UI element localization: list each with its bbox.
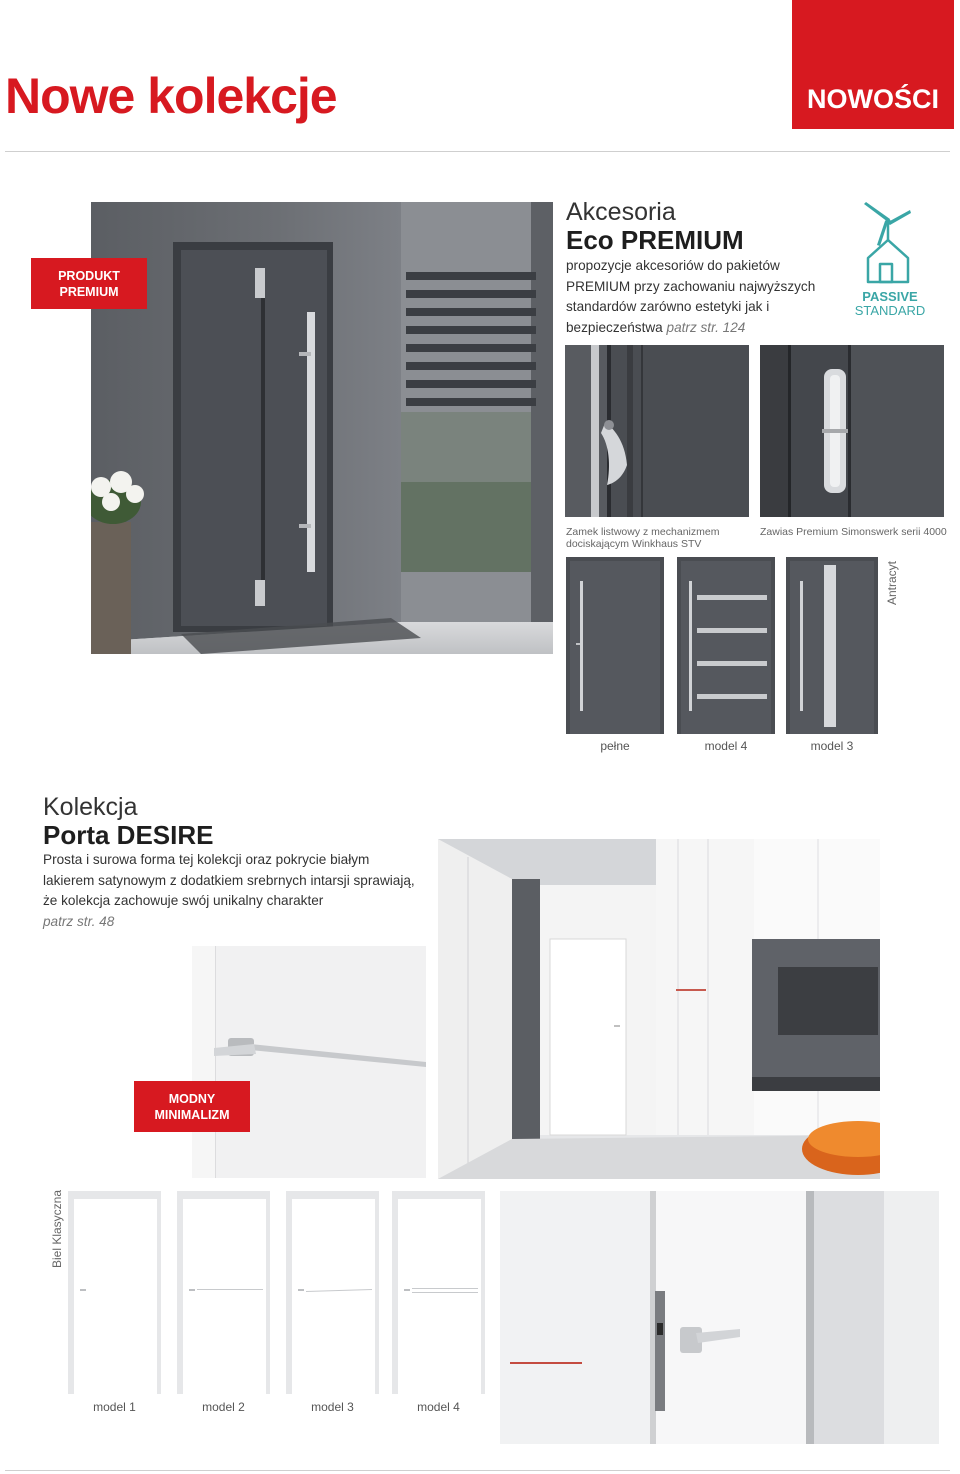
white-model-label-2: model 2 xyxy=(202,1400,245,1414)
nowosci-badge xyxy=(792,0,954,129)
desire-heading-light: Kolekcja xyxy=(43,793,138,821)
lock-detail-photo xyxy=(565,345,749,517)
passive-standard-line1: PASSIVE xyxy=(862,289,918,304)
white-model-label-3: model 3 xyxy=(311,1400,354,1414)
page-title: Nowe kolekcje xyxy=(5,68,337,124)
white-door-lock-photo xyxy=(500,1191,939,1444)
desire-description-text: Prosta i surowa forma tej kolekcji oraz pokrycie białym lakierem satynowym z dodatkiem srebrnych intarsji sprawiają, że kolekcja zachowuje swój unikalny charakter xyxy=(43,852,415,908)
minimalism-label-line1: MODNY xyxy=(168,1091,216,1106)
premium-product-label xyxy=(31,258,147,309)
header-divider xyxy=(5,151,950,152)
white-model-label-1: model 1 xyxy=(93,1400,136,1414)
desire-heading-bold: Porta DESIRE xyxy=(43,820,214,850)
desire-page-reference: patrz str. 48 xyxy=(43,913,115,929)
passive-standard-line2: STANDARD xyxy=(854,303,926,318)
antracyt-color-label: Antracyt xyxy=(885,560,899,605)
premium-label-line2: PREMIUM xyxy=(59,284,119,299)
lock-caption: Zamek listwowy z mechanizmem dociskającym Winkhaus STV xyxy=(566,526,720,550)
premium-heading-light: Akcesoria xyxy=(566,198,676,226)
white-model-label-4: model 4 xyxy=(417,1400,460,1414)
passive-standard-badge xyxy=(850,202,930,320)
biel-klasyczna-color-label: Biel Klasyczna xyxy=(50,1189,64,1268)
interior-photo xyxy=(438,839,880,1179)
premium-page-reference: patrz str. 124 xyxy=(666,319,746,335)
premium-label-line1: PRODUKT xyxy=(58,268,120,283)
model-label-3: model 3 xyxy=(810,739,854,753)
door-model-4 xyxy=(677,557,775,734)
footer-divider xyxy=(5,1470,950,1471)
wind-turbine-house-icon xyxy=(850,202,930,284)
handle-detail-photo xyxy=(192,946,426,1178)
minimalism-label-line2: MINIMALIZM xyxy=(154,1107,230,1122)
white-door-model-1 xyxy=(68,1191,161,1394)
premium-description-text: propozycje akcesoriów do pakietów PREMIUM przy zachowaniu najwyższych standardów zarówno estetyki jak i bezpieczeństwa xyxy=(566,258,816,335)
door-model-full xyxy=(566,557,664,734)
hinge-detail-photo xyxy=(760,345,944,517)
model-label-full: pełne xyxy=(600,739,630,753)
premium-heading-bold: Eco PREMIUM xyxy=(566,225,744,255)
exterior-door-photo xyxy=(91,202,553,654)
white-door-model-3 xyxy=(286,1191,379,1394)
hinge-caption: Zawias Premium Simonswerk serii 4000 xyxy=(760,526,947,538)
nowosci-badge-text: NOWOŚCI xyxy=(807,84,939,114)
modny-minimalizm-label xyxy=(134,1081,250,1132)
desire-description xyxy=(43,850,423,932)
white-door-model-4 xyxy=(392,1191,485,1394)
white-door-model-2 xyxy=(177,1191,270,1394)
door-model-3 xyxy=(786,557,878,734)
model-label-4: model 4 xyxy=(704,739,748,753)
premium-description xyxy=(566,256,838,338)
